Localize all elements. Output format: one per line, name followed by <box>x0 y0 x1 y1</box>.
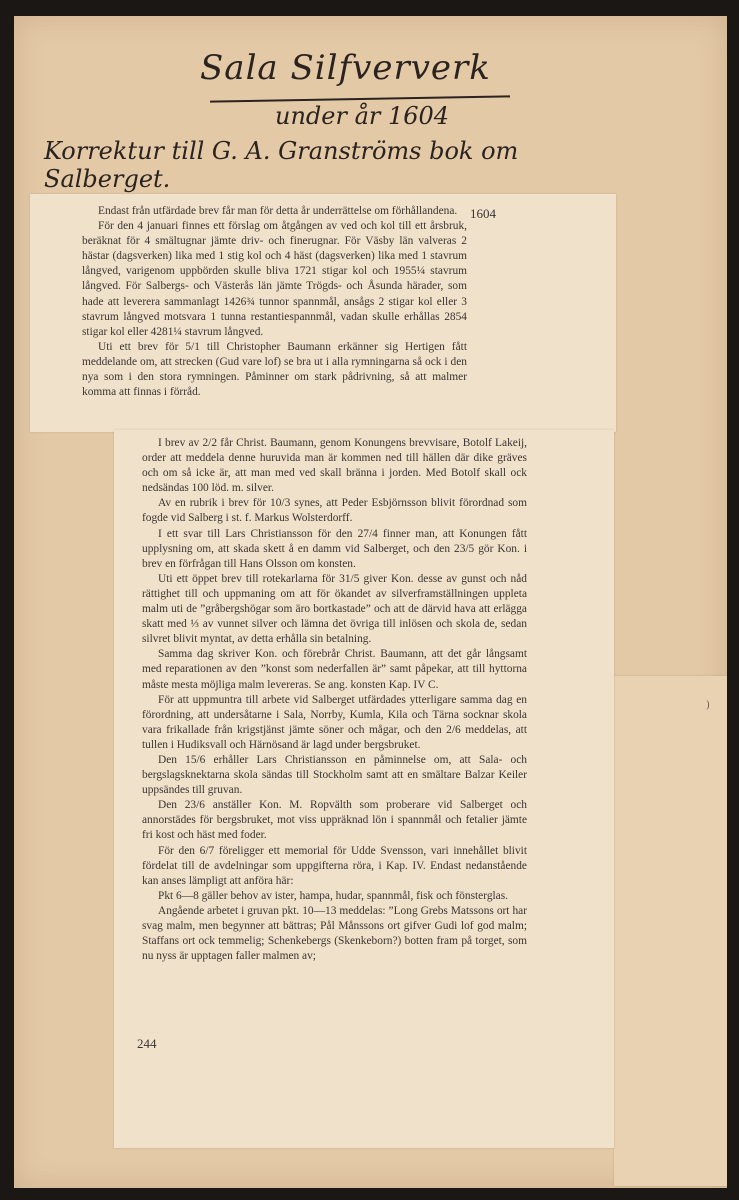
margin-year: 1604 <box>470 206 496 221</box>
main-paragraph: Uti ett öppet brev till rotekarlarna för 31/5 giver Kon. desse av gunst och nåd rättighet till och uppmaning om att för ökandet av silverframställningen uppleta malm uti de ”gråbergshögar som äro bortkastade” och att de därvid hava att erlägga skatt med ⅓ av vunnet silver och lämna det övriga till inlösen och skola de, sedan silvret blivit myntat, av detta erhålla sin betalning. <box>142 572 527 646</box>
main-text-block <box>142 436 527 964</box>
top-text-block <box>82 204 467 400</box>
main-paragraph: Av en rubrik i brev för 10/3 synes, att Peder Esbjörnsson blivit förordnad som fogde vid Salberg i st. f. Markus Wolsterdorff. <box>142 497 527 525</box>
handwritten-subtitle: under år 1604 <box>275 102 450 130</box>
paper-strip-right <box>614 676 727 1186</box>
main-paragraph: Samma dag skriver Kon. och förebrår Christ. Baumann, att det går långsamt med reparationen av den ”konst som nederfallen är” samt påpekar, att till hyttorna måste mesta möjliga malm levereras. Se ang. konsten Kap. IV C. <box>142 648 527 691</box>
handwritten-note <box>44 137 518 194</box>
main-paragraph: Den 23/6 anställer Kon. M. Ropvälth som proberare vid Salberget och annorstädes för bergsbruket, mot viss uppräknad lön i spannmål och fetalier jämte fri kost och häst med foder. <box>142 799 527 842</box>
margin-tick-mark: ) <box>706 700 710 711</box>
main-paragraph: För att uppmuntra till arbete vid Salberget utfärdades ytterligare samma dag en förordning, att undersåtarne i Sala, Norrby, Kumla, Kila och Tärna socknar skola vara frikallade från krigstjänst jämte söner och mågar, och den 2/6 meddelas, att tullen i Hudiksvall och Härnösand är lagd under bergsbruket. <box>142 693 527 751</box>
top-paragraph: För den 4 januari finnes ett förslag om åtgången av ved och kol till ett årsbruk, beräknat för 4 smältugnar jämte driv- och finerugnar. För Väsby län valveras 2 hästar (dagsverken) lika med 1 stig kol och 4 häst (dagsverken) lika med 1 stavrum långved, varigenom uppbörden skulle bliva 1721 stigar kol och 1955¼ stavrum långved. För Salbergs- och Västerås län jämte Trögds- och Åsunda härader, som hade att leverera sammanlagt 1426¾ tunnor spannmål, ansågs 2 stigar kol eller 3 stavrum långved motsvara 1 tunna restantiespannmål, vadan skulle erhållas 2854 stigar kol eller 4281¼ stavrum långved. <box>82 220 467 338</box>
main-paragraph: Den 15/6 erhåller Lars Christiansson en påminnelse om, att Sala- och bergslagsknektarna skola sändas till Stockholm samt att en smältare Balzar Keiler uppsändes till gruvan. <box>142 753 527 797</box>
main-paragraph: För den 6/7 föreligger ett memorial för Udde Svensson, vari innehållet blivit fördelat till de avdelningar som uppgifterna röra, i Kap. IV. Endast nedanstående kan anses lämpligt att anföra här: <box>142 844 527 887</box>
main-paragraph: Angående arbetet i gruvan pkt. 10—13 meddelas: ”Long Grebs Matssons ort har svag malm, men begynner att bättras; Pål Månssons ort gifver Gudi lof god malm; Staffans ort ock temmelig; Schenkebergs (Skenkeborn?) botten fram på torget, som nu nyss är upptagen faller malmen av; <box>142 904 527 963</box>
main-paragraph: I ett svar till Lars Christiansson för den 27/4 finner man, att Konungen fått upplysning om, att skada skett å en damm vid Salberget, och den 23/5 gör Kon. i brev en förfrågan till Hans Olsson om konsten. <box>142 527 527 570</box>
top-paragraph: Uti ett brev för 5/1 till Christopher Baumann erkänner sig Hertigen fått meddelande om, att strecken (Gud vare lof) se bra ut i alla rymningarna så ock i den nya som i den stora rymningen. Påminner om stark pådrivning, så att malmer komma att finnas i förråd. <box>82 340 467 399</box>
handwritten-note-line-2: Salberget. <box>44 165 171 194</box>
main-paragraph: I brev av 2/2 får Christ. Baumann, genom Konungens brevvisare, Botolf Lakeij, order att meddela denne huruvida man är kommen ned till hällen där dike gräves och om så icke är, att man med ved skall bränna i jorden. Med Botolf skall ock nedsändas 100 löd. m. silver. <box>142 437 527 495</box>
handwritten-note-line-1: Korrektur till G. A. Granströms bok om <box>44 137 519 165</box>
page-number: 244 <box>137 1036 157 1051</box>
main-paragraph: Pkt 6—8 gäller behov av ister, hampa, hudar, spannmål, fisk och fönsterglas. <box>158 889 509 902</box>
top-paragraph: Endast från utfärdade brev får man för detta år underrättelse om förhållandena. <box>98 205 458 217</box>
handwritten-title: Sala Silfververk <box>200 48 491 88</box>
